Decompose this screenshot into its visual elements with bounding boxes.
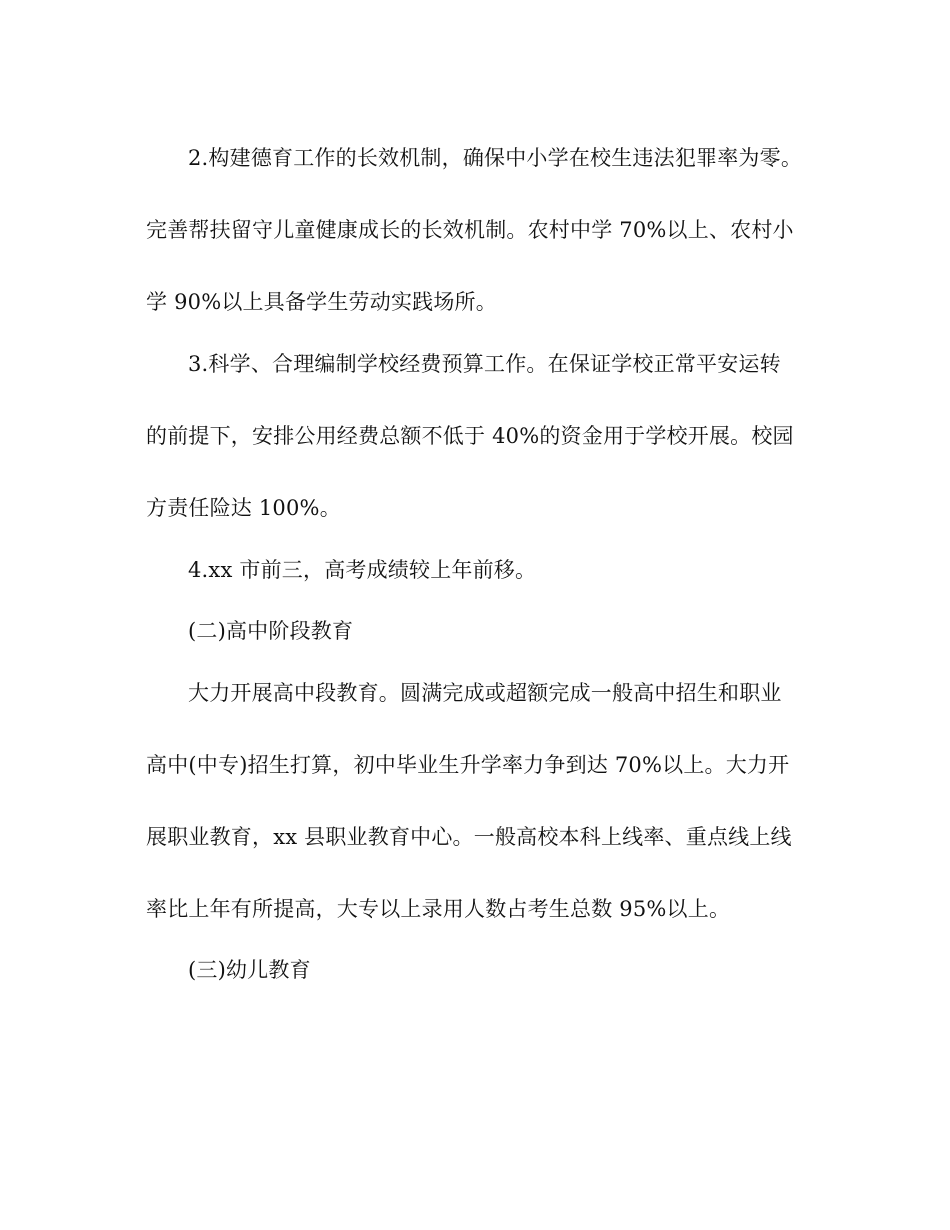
paragraph-line: 完善帮扶留守儿童健康成长的长效机制。农村中学 70%以上、农村小 [146, 218, 794, 242]
paragraph-line: 高中(中专)招生打算，初中毕业生升学率力争到达 70%以上。大力开 [146, 753, 790, 777]
paragraph-line: 学 90%以上具备学生劳动实践场所。 [146, 290, 497, 314]
paragraph-line: 率比上年有所提高，大专以上录用人数占考生总数 95%以上。 [146, 897, 731, 921]
paragraph-line: 4.xx 市前三，高考成绩较上年前移。 [188, 558, 537, 582]
paragraph-line: 的前提下，安排公用经费总额不低于 40%的资金用于学校开展。校园 [146, 424, 794, 448]
paragraph-line: 展职业教育，xx 县职业教育中心。一般高校本科上线率、重点线上线 [146, 825, 792, 849]
paragraph-line: 方责任险达 100%。 [146, 496, 341, 520]
section-heading: (三)幼儿教育 [188, 958, 311, 982]
paragraph-line: 大力开展高中段教育。圆满完成或超额完成一般高中招生和职业 [188, 681, 782, 705]
paragraph-line: 2.构建德育工作的长效机制，确保中小学在校生违法犯罪率为零。 [188, 146, 803, 170]
section-heading: (二)高中阶段教育 [188, 619, 354, 643]
paragraph-line: 3.科学、合理编制学校经费预算工作。在保证学校正常平安运转 [188, 352, 781, 376]
